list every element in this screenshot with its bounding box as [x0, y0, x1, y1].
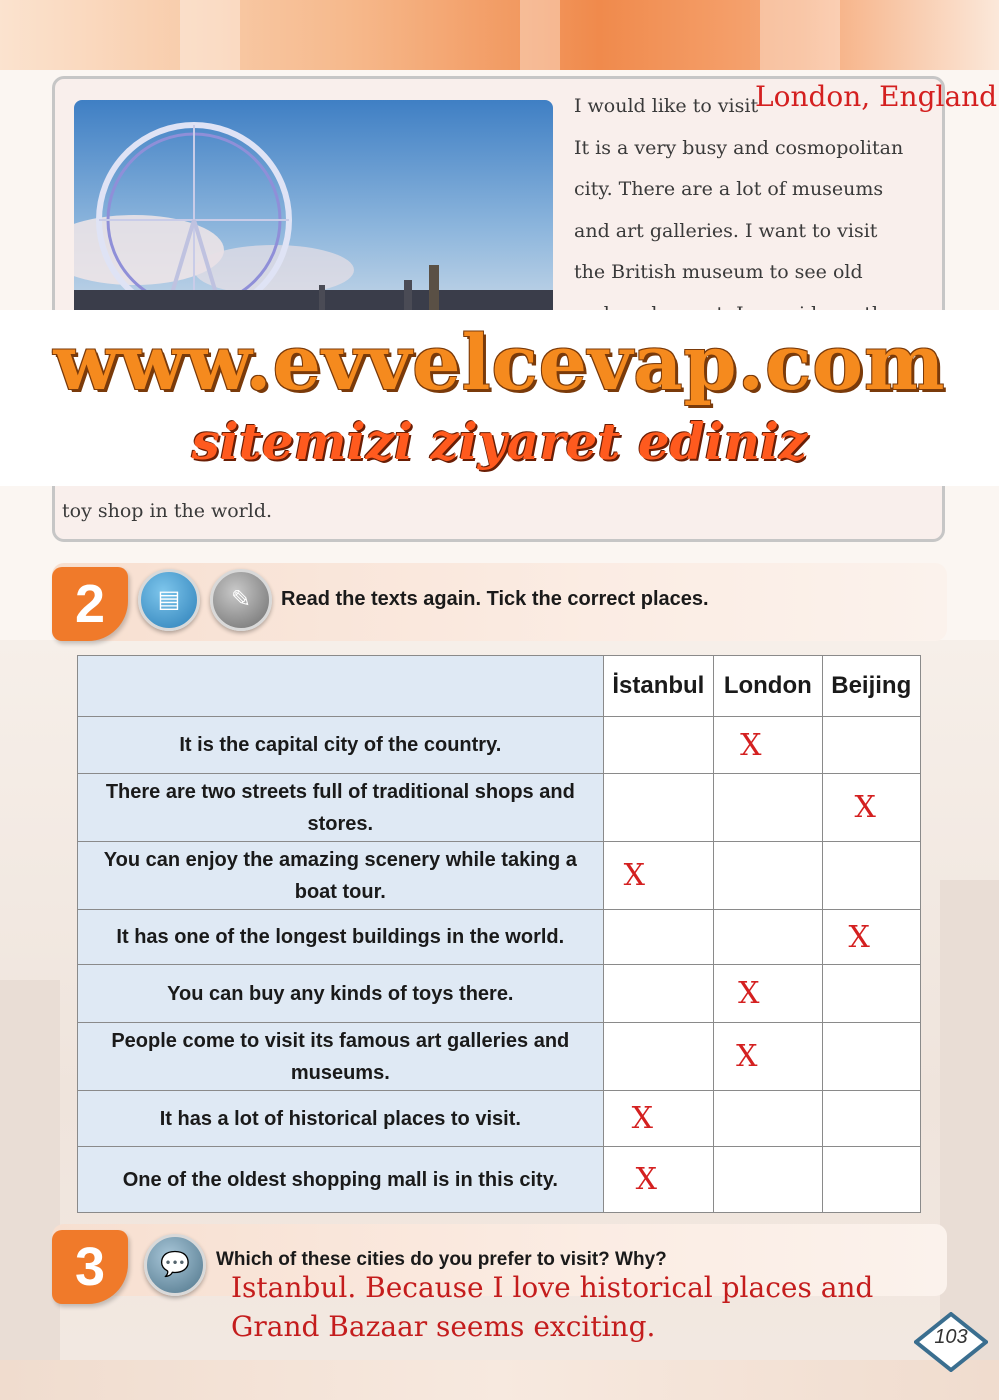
passage-tail: toy shop in the world. [62, 500, 273, 522]
mark-cell-beijing[interactable] [822, 1091, 921, 1147]
passage-line: It is a very busy and cosmopolitan [574, 136, 904, 159]
column-header-istanbul: İstanbul [603, 656, 713, 717]
mark-cell-london[interactable] [714, 965, 822, 1023]
mark-cell-beijing[interactable] [822, 965, 921, 1023]
section-3-number: 3 [52, 1230, 128, 1304]
mark-cell-istanbul[interactable] [603, 910, 713, 965]
table-row [78, 717, 921, 774]
passage-line: city. There are a lot of museums [574, 178, 884, 200]
mark-cell-istanbul[interactable] [603, 774, 713, 842]
section-3-question: Which of these cities do you prefer to visit? Why? [216, 1249, 667, 1270]
top-decorative-band [0, 0, 999, 70]
table-row [78, 965, 921, 1023]
table-row [78, 842, 921, 910]
book-icon: ▤ [138, 569, 200, 631]
reading-passage [574, 86, 934, 335]
statement-cell: You can buy any kinds of toys there. [78, 965, 604, 1023]
tick-table [77, 655, 921, 1213]
mark-cell-london[interactable] [714, 1023, 822, 1091]
table-header-blank [78, 656, 604, 717]
statement-cell: There are two streets full of traditional shops and stores. [78, 774, 604, 842]
watermark-url: www.evvelcevap.com [53, 318, 946, 407]
statement-cell: It is the capital city of the country. [78, 717, 604, 774]
statement-cell: It has a lot of historical places to visit. [78, 1091, 604, 1147]
mark-cell-beijing[interactable] [822, 1147, 921, 1213]
handwritten-answer-city: London, England [755, 80, 998, 113]
mark-cell-london[interactable] [714, 842, 822, 910]
handwritten-answer: Istanbul. Because I love historical places and Grand Bazaar seems exciting. [231, 1271, 874, 1343]
table-row [78, 910, 921, 965]
table-row [78, 1023, 921, 1091]
mark-cell-istanbul[interactable] [603, 717, 713, 774]
mark-cell-london[interactable] [714, 910, 822, 965]
mark-cell-beijing[interactable] [822, 1023, 921, 1091]
statement-cell: It has one of the longest buildings in the world. [78, 910, 604, 965]
decorative-tile [520, 0, 560, 70]
mark-cell-london[interactable] [714, 717, 822, 774]
mark-cell-london[interactable] [714, 1147, 822, 1213]
london-eye-photo [74, 100, 553, 320]
pencil-icon: ✎ [210, 569, 272, 631]
mark-cell-beijing[interactable] [822, 717, 921, 774]
mark-cell-istanbul[interactable] [603, 1091, 713, 1147]
passage-line: the British museum to see old [574, 261, 863, 283]
decorative-tile [760, 0, 840, 70]
section-2-instruction: Read the texts again. Tick the correct places. [281, 588, 709, 610]
mark-cell-london[interactable] [714, 1091, 822, 1147]
statement-cell: People come to visit its famous art galleries and museums. [78, 1023, 604, 1091]
tick-mark: X [623, 858, 645, 893]
mark-cell-istanbul[interactable] [603, 1147, 713, 1213]
tick-mark: X [848, 919, 870, 955]
tick-mark: X [736, 1039, 758, 1074]
mark-cell-istanbul[interactable] [603, 965, 713, 1023]
mark-cell-istanbul[interactable] [603, 842, 713, 910]
passage-line: and art galleries. I want to visit [574, 219, 878, 242]
tick-mark: X [635, 1162, 657, 1197]
mark-cell-istanbul[interactable] [603, 1023, 713, 1091]
watermark-subtitle: sitemizi ziyaret ediniz [191, 412, 808, 471]
statement-cell: One of the oldest shopping mall is in this city. [78, 1147, 604, 1213]
table-row [78, 774, 921, 842]
table-header-row [78, 656, 921, 717]
mark-cell-beijing[interactable] [822, 842, 921, 910]
tick-mark: X [738, 976, 760, 1011]
page-number: 103 [934, 1326, 968, 1348]
column-header-beijing: Beijing [822, 656, 921, 717]
statement-cell: You can enjoy the amazing scenery while taking a boat tour. [78, 842, 604, 910]
bottom-decorative-band [0, 1360, 999, 1400]
mark-cell-beijing[interactable] [822, 774, 921, 842]
table-row [78, 1091, 921, 1147]
section-2-number: 2 [52, 567, 128, 641]
tick-mark: X [854, 790, 876, 825]
mark-cell-london[interactable] [714, 774, 822, 842]
speech-bubble-icon: 💬 [144, 1234, 206, 1296]
passage-line: I would like to visit [574, 95, 759, 117]
tick-mark: X [740, 727, 762, 763]
mark-cell-beijing[interactable] [822, 910, 921, 965]
tick-mark: X [631, 1101, 653, 1136]
decorative-tile [180, 0, 240, 70]
table-row [78, 1147, 921, 1213]
column-header-london: London [714, 656, 822, 717]
